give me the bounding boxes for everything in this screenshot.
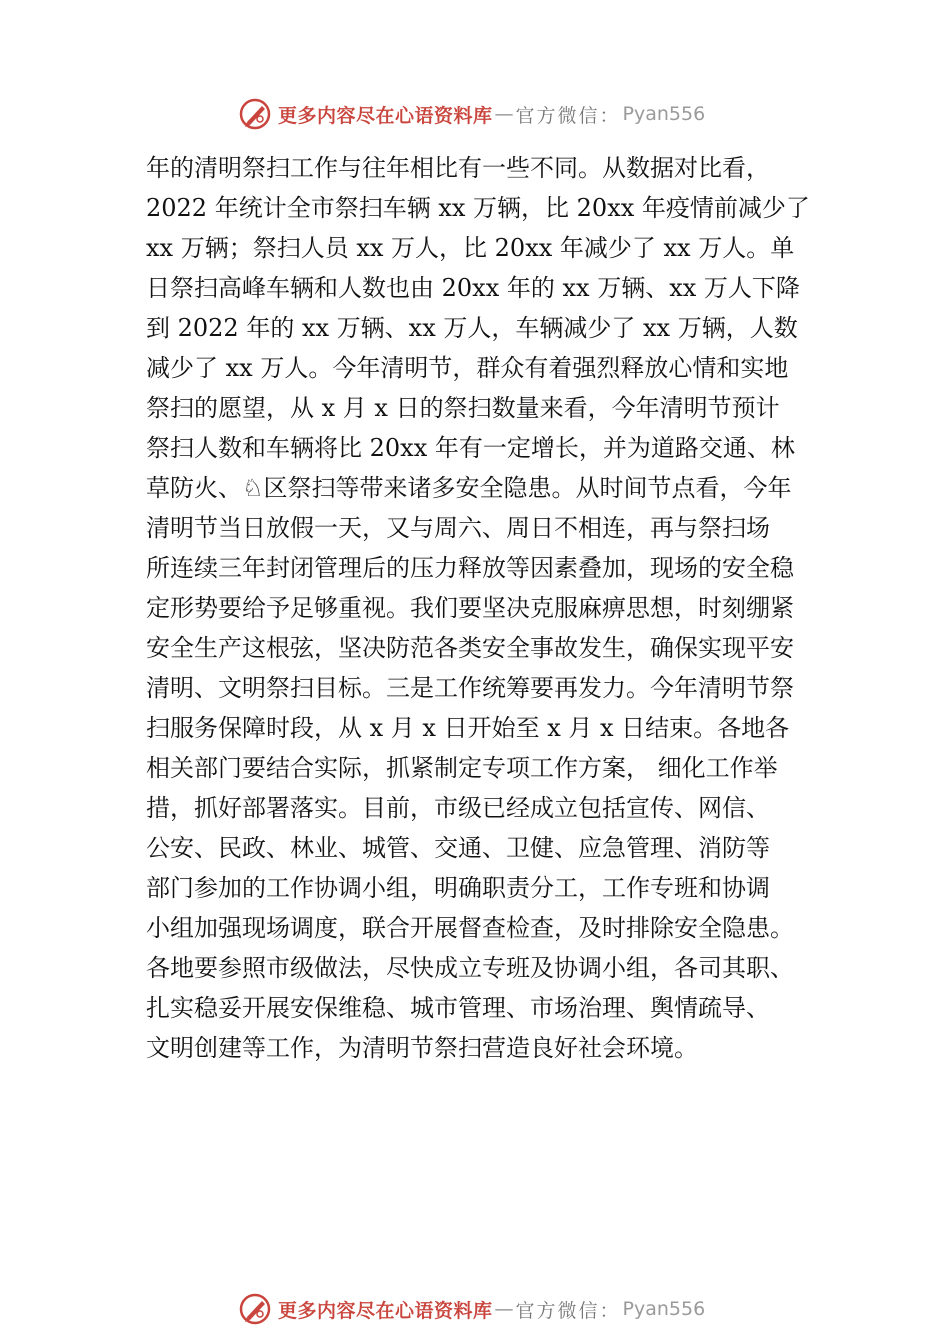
pen-logo-icon bbox=[238, 1292, 272, 1326]
text-line: 到 2022 年的 xx 万辆、xx 万人，车辆减少了 xx 万辆，人数 bbox=[146, 314, 798, 342]
banner-separator: — bbox=[494, 1298, 514, 1320]
text-line: xx 万辆；祭扫人员 xx 万人，比 20xx 年减少了 xx 万人。单 bbox=[146, 234, 795, 262]
text-line: 小组加强现场调度，联合开展督查检查，及时排除安全隐患。 bbox=[146, 914, 794, 942]
banner-wechat-id: Pyan556 bbox=[622, 103, 706, 125]
footer-banner bbox=[238, 1289, 705, 1329]
text-line: 安全生产这根弦，坚决防范各类安全事故发生，确保实现平安 bbox=[146, 634, 794, 662]
text-line: 祭扫人数和车辆将比 20xx 年有一定增长，并为道路交通、林 bbox=[146, 434, 795, 462]
text-line: 草防火、♘区祭扫等带来诸多安全隐患。从时间节点看，今年 bbox=[146, 474, 792, 502]
text-line: 文明创建等工作，为清明节祭扫营造良好社会环境。 bbox=[146, 1034, 698, 1062]
header-banner bbox=[238, 94, 705, 134]
text-line: 年的清明祭扫工作与往年相比有一些不同。从数据对比看， bbox=[146, 154, 770, 182]
text-line: 清明节当日放假一天，又与周六、周日不相连，再与祭扫场 bbox=[146, 514, 770, 542]
banner-brand-text: 更多内容尽在心语资料库 bbox=[278, 104, 493, 127]
text-line: 定形势要给予足够重视。我们要坚决克服麻痹思想，时刻绷紧 bbox=[146, 594, 794, 622]
text-line: 日祭扫高峰车辆和人数也由 20xx 年的 xx 万辆、xx 万人下降 bbox=[146, 274, 800, 302]
banner-wechat-label: 官方微信： bbox=[515, 1299, 621, 1322]
text-line: 相关部门要结合实际，抓紧制定专项工作方案， 细化工作举 bbox=[146, 754, 778, 782]
text-line: 部门参加的工作协调小组，明确职责分工，工作专班和协调 bbox=[146, 874, 770, 902]
text-line: 减少了 xx 万人。今年清明节，群众有着强烈释放心情和实地 bbox=[146, 354, 789, 382]
text-line: 扎实稳妥开展安保维稳、城市管理、市场治理、舆情疏导、 bbox=[146, 994, 770, 1022]
banner-wechat-label: 官方微信： bbox=[515, 104, 621, 127]
banner-brand-text: 更多内容尽在心语资料库 bbox=[278, 1299, 493, 1322]
text-line: 祭扫的愿望，从 x 月 x 日的祭扫数量来看，今年清明节预计 bbox=[146, 394, 780, 422]
text-line: 清明、文明祭扫目标。三是工作统筹要再发力。今年清明节祭 bbox=[146, 674, 794, 702]
banner-wechat-id: Pyan556 bbox=[622, 1298, 706, 1320]
text-line: 2022 年统计全市祭扫车辆 xx 万辆，比 20xx 年疫情前减少了 bbox=[146, 194, 810, 222]
pen-logo-icon bbox=[238, 97, 272, 131]
text-line: 措，抓好部署落实。目前，市级已经成立包括宣传、网信、 bbox=[146, 794, 770, 822]
text-line: 公安、民政、林业、城管、交通、卫健、应急管理、消防等 bbox=[146, 834, 770, 862]
text-line: 各地要参照市级做法，尽快成立专班及协调小组，各司其职、 bbox=[146, 954, 794, 982]
text-line: 所连续三年封闭管理后的压力释放等因素叠加，现场的安全稳 bbox=[146, 554, 794, 582]
text-line: 扫服务保障时段，从 x 月 x 日开始至 x 月 x 日结束。各地各 bbox=[146, 714, 790, 742]
banner-separator: — bbox=[494, 103, 514, 125]
document-body bbox=[146, 148, 822, 1068]
